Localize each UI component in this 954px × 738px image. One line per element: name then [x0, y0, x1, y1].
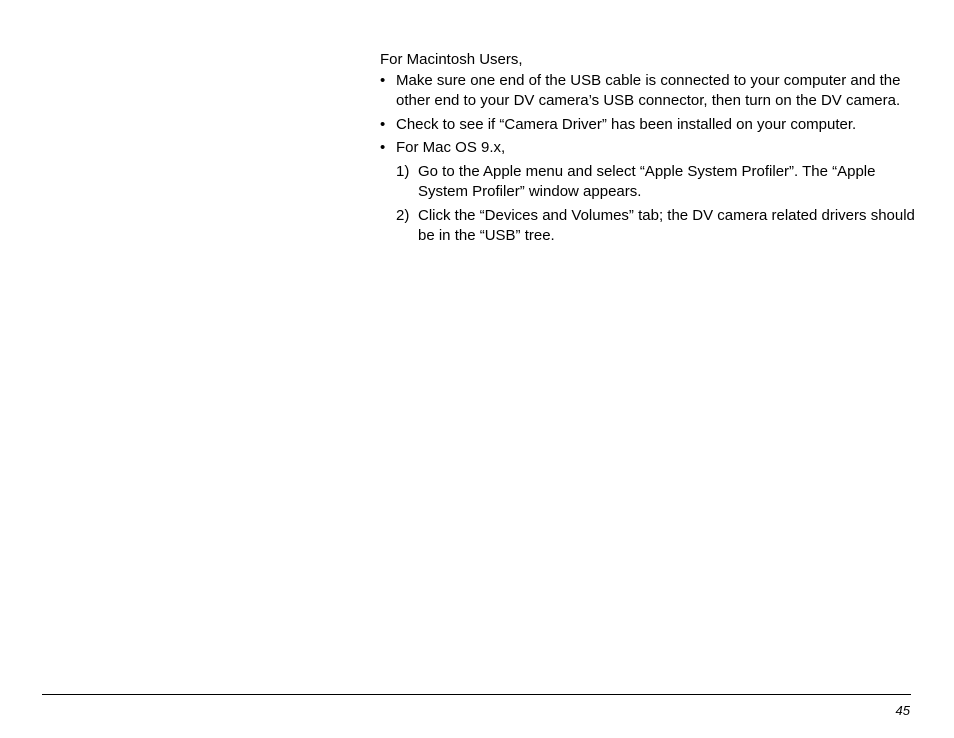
step-item	[396, 206, 920, 247]
bullet-list	[380, 71, 920, 247]
page-number: 45	[895, 703, 910, 718]
step-number: 1)	[396, 162, 410, 180]
bullet-text: Check to see if “Camera Driver” has been installed on your computer.	[396, 115, 857, 133]
step-text: Click the “Devices and Volumes” tab; the DV camera related drivers should be in the “USB” tree.	[418, 206, 915, 244]
bullet-mark: •	[380, 115, 386, 133]
bullet-mark: •	[380, 139, 386, 156]
step-number: 2)	[396, 206, 410, 224]
section-intro: For Macintosh Users,	[380, 51, 523, 68]
bullet-mark: •	[380, 71, 386, 89]
step-text: Go to the Apple menu and select “Apple System Profiler”. The “Apple System Profiler” window appears.	[418, 162, 876, 200]
bullet-item	[380, 71, 920, 112]
footer-divider	[42, 694, 911, 695]
numbered-steps	[396, 162, 920, 247]
bullet-text: Make sure one end of the USB cable is connected to your computer and the other end to your DV camera’s USB connector, then turn on the DV camera.	[396, 71, 901, 109]
bullet-item	[380, 138, 920, 247]
document-body	[380, 50, 920, 250]
step-item	[396, 162, 920, 203]
bullet-text: For Mac OS 9.x,	[396, 139, 506, 156]
bullet-item	[380, 115, 920, 136]
